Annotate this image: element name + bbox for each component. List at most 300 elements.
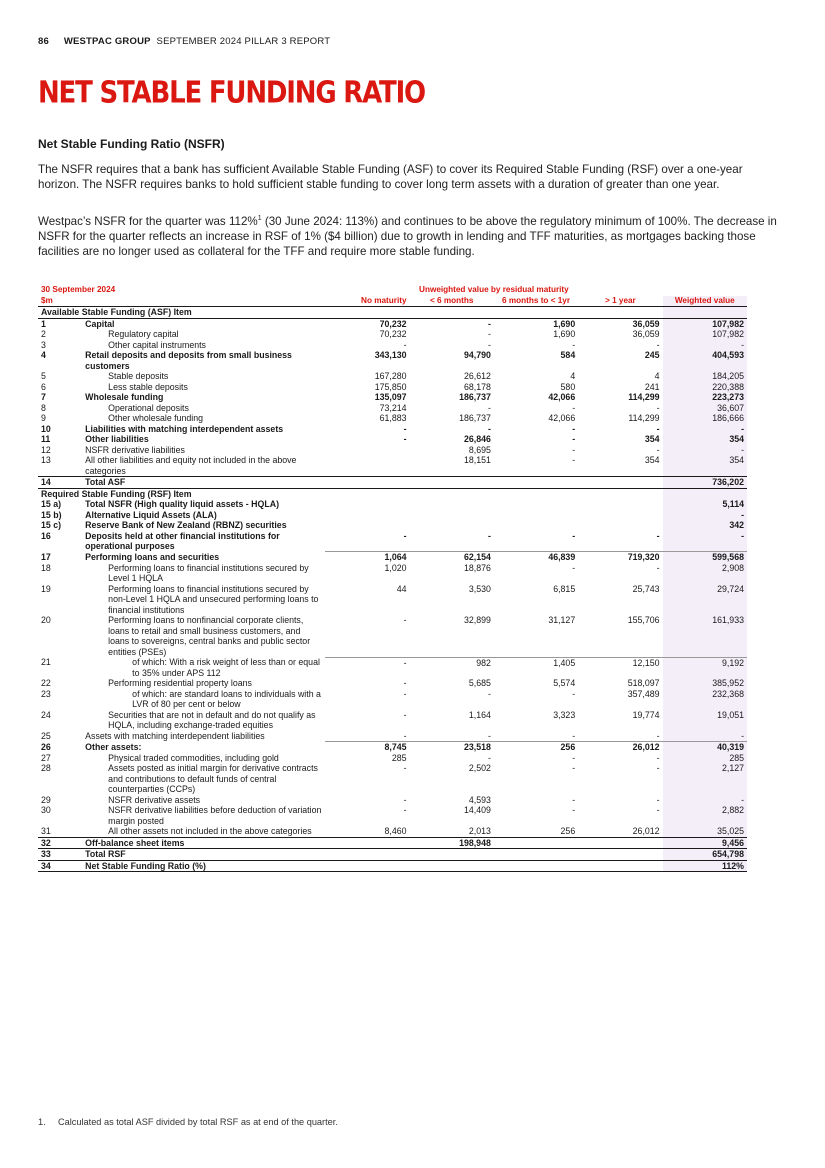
row-number: 27 xyxy=(41,752,51,763)
row-label: Performing loans to nonfinancial corporate clients, loans to retail and small business customers, and loans to sovereigns, central banks and public sector entities (PSEs) xyxy=(108,615,311,657)
lt-6-months-cell: 26,846 xyxy=(463,434,491,444)
no-maturity-cell: 73,214 xyxy=(379,402,407,413)
row-number: 30 xyxy=(41,805,51,815)
row-label: Less stable deposits xyxy=(108,381,188,392)
weighted-value-cell: - xyxy=(663,795,747,806)
gt-1-year-cell: - xyxy=(656,423,660,434)
6-months-to-1yr-cell: - xyxy=(572,562,576,573)
lt-6-months-cell xyxy=(410,477,494,489)
row-number: 13 xyxy=(41,455,51,465)
gt-1-year-cell: 26,012 xyxy=(578,742,662,753)
table-row xyxy=(38,445,747,456)
6-months-to-1yr-cell: 256 xyxy=(494,742,578,753)
table-row xyxy=(38,849,747,861)
no-maturity-cell: 175,850 xyxy=(374,381,407,392)
6-months-to-1yr-cell: - xyxy=(572,455,576,465)
weighted-value-cell: 354 xyxy=(663,434,747,445)
row-label: Liabilities with matching interdependent assets xyxy=(85,423,284,434)
row-number: 15 b) xyxy=(41,509,62,520)
lt-6-months-cell: 2,013 xyxy=(468,826,491,836)
weighted-value-cell: - xyxy=(663,510,747,521)
no-maturity-cell: 1,064 xyxy=(325,552,409,563)
footnote-number: 1. xyxy=(38,1117,46,1127)
no-maturity-cell xyxy=(325,520,409,531)
row-label: Stable deposits xyxy=(108,371,169,381)
6-months-to-1yr-cell: - xyxy=(572,688,576,699)
asf-section-heading xyxy=(38,307,747,319)
row-number: 15 c) xyxy=(41,520,62,530)
row-number: 5 xyxy=(41,371,46,381)
weighted-value-cell: - xyxy=(663,531,747,552)
lt-6-months-cell: - xyxy=(487,752,491,763)
row-label: NSFR derivative assets xyxy=(108,794,201,805)
table-date: 30 September 2024 xyxy=(41,285,116,294)
row-number: 26 xyxy=(41,741,51,752)
row-label: Performing loans and securities xyxy=(85,551,220,562)
lt-6-months-cell: 18,151 xyxy=(463,455,491,465)
weighted-value-cell: 404,593 xyxy=(663,350,747,371)
gt-1-year-cell: - xyxy=(656,730,660,741)
no-maturity-cell: 135,097 xyxy=(374,392,407,402)
weighted-value-cell: 107,982 xyxy=(663,329,747,340)
gt-1-year-cell: 4 xyxy=(654,371,660,381)
6-months-to-1yr-cell: 256 xyxy=(560,826,576,836)
lt-6-months-cell: - xyxy=(487,530,491,541)
table-row xyxy=(38,657,747,678)
lt-6-months-cell: 4,593 xyxy=(468,794,491,805)
table-header-row-2 xyxy=(38,296,747,307)
table-row xyxy=(38,689,747,710)
table-row xyxy=(38,584,747,616)
gt-1-year-cell xyxy=(578,520,662,531)
row-label: Assets posted as initial margin for derivative contracts and contributions to default funds of central counterparties (CCPs) xyxy=(108,763,318,794)
6-months-to-1yr-cell: - xyxy=(572,530,576,541)
6-months-to-1yr-cell: - xyxy=(572,402,576,413)
no-maturity-cell: - xyxy=(403,530,407,541)
lt-6-months-cell: 18,876 xyxy=(463,562,491,573)
table-row xyxy=(38,795,747,806)
gt-1-year-cell: - xyxy=(656,752,660,763)
row-label: Performing loans to financial institutions secured by Level 1 HQLA xyxy=(108,562,309,583)
no-maturity-cell xyxy=(325,499,409,510)
gt-1-year-cell xyxy=(578,510,662,521)
row-number: 7 xyxy=(41,392,46,402)
row-number: 8 xyxy=(41,402,46,413)
lt-6-months-cell xyxy=(410,520,494,531)
6-months-to-1yr-cell: - xyxy=(572,730,576,741)
nsfr-commentary-paragraph xyxy=(38,211,783,259)
row-label: Deposits held at other financial institutions for operational purposes xyxy=(85,530,280,551)
lt-6-months-cell: 32,899 xyxy=(463,615,491,625)
row-number: 9 xyxy=(41,413,46,423)
lt-6-months-cell: 186,737 xyxy=(459,392,491,402)
row-label: NSFR derivative liabilities before deduction of variation margin posted xyxy=(108,805,322,826)
weighted-value-cell: 29,724 xyxy=(663,584,747,616)
no-maturity-cell: 61,883 xyxy=(379,413,407,423)
table-row xyxy=(38,615,747,657)
weighted-value-cell: 36,607 xyxy=(663,403,747,414)
row-number: 34 xyxy=(38,860,82,872)
row-number: 29 xyxy=(41,794,51,805)
table-row xyxy=(38,753,747,764)
weighted-value-cell: 736,202 xyxy=(663,477,747,489)
lt-6-months-cell xyxy=(410,849,494,861)
gt-1-year-cell xyxy=(578,837,662,849)
footnote-reference: 1 xyxy=(257,215,262,222)
weighted-value-cell: 223,273 xyxy=(663,392,747,403)
table-row xyxy=(38,805,747,826)
table-row xyxy=(38,552,747,563)
row-label: Total RSF xyxy=(82,849,325,861)
6-months-to-1yr-cell: 1,405 xyxy=(494,657,578,678)
no-maturity-cell: 44 xyxy=(396,583,407,594)
rsf-section-heading xyxy=(38,488,747,499)
row-number: 17 xyxy=(41,551,51,562)
no-maturity-cell: - xyxy=(403,615,407,625)
no-maturity-cell xyxy=(325,510,409,521)
table-row xyxy=(38,763,747,795)
row-number: 12 xyxy=(41,444,51,455)
table-row xyxy=(38,455,747,477)
6-months-to-1yr-cell xyxy=(494,510,578,521)
row-label: Other assets: xyxy=(85,741,142,752)
row-label: of which: With a risk weight of less than or equal to 35% under APS 112 xyxy=(132,657,320,678)
weighted-value-cell: 35,025 xyxy=(663,826,747,837)
gt-1-year-cell: 36,059 xyxy=(578,318,662,329)
row-label: Capital xyxy=(82,318,325,329)
table-row xyxy=(38,371,747,382)
6-months-to-1yr-cell xyxy=(494,499,578,510)
row-number: 15 a) xyxy=(41,499,62,509)
weighted-value-cell: - xyxy=(663,340,747,351)
no-maturity-cell xyxy=(325,477,409,489)
lt-6-months-cell: - xyxy=(487,339,491,350)
row-label: Off-balance sheet items xyxy=(82,837,325,849)
table-row xyxy=(38,563,747,584)
no-maturity-cell: - xyxy=(403,434,407,444)
page-title: NET STABLE FUNDING RATIO xyxy=(38,76,425,111)
row-number: 11 xyxy=(41,434,51,444)
row-label: NSFR derivative liabilities xyxy=(85,444,185,455)
header-brand: WESTPAC GROUP xyxy=(63,36,151,47)
gt-1-year-cell: 25,743 xyxy=(632,583,660,594)
row-label: Assets with matching interdependent liabilities xyxy=(85,730,265,741)
row-number: 22 xyxy=(41,678,51,688)
table-row xyxy=(38,477,747,489)
lt-6-months-cell: 198,948 xyxy=(410,837,494,849)
table-row xyxy=(38,340,747,351)
row-label: Other capital instruments xyxy=(108,339,206,350)
lt-6-months-cell: - xyxy=(487,730,491,741)
6-months-to-1yr-cell: 42,066 xyxy=(548,413,576,423)
table-body xyxy=(38,307,747,872)
table-row xyxy=(38,413,747,424)
gt-1-year-cell xyxy=(578,499,662,510)
footnote-text: Calculated as total ASF divided by total RSF as at end of the quarter. xyxy=(58,1117,338,1127)
row-label: Total NSFR (High quality liquid assets - HQLA) xyxy=(85,499,280,509)
table-row xyxy=(38,826,747,837)
commentary-text-b: (30 June 2024: 113%) and continues to be above the regulatory minimum of 100%. The decrease in NSFR for the quarter reflects an increase in RSF of 1% ($4 billion) due to growth in lending and TFF maturities, as mortgages backing those facilities are no longer used as collateral for the TFF and require more stable funding. xyxy=(38,214,777,258)
6-months-to-1yr-cell: 1,690 xyxy=(553,329,576,339)
no-maturity-cell: 1,020 xyxy=(384,562,407,573)
no-maturity-cell xyxy=(325,445,409,456)
lt-6-months-cell: 14,409 xyxy=(463,805,491,815)
row-number: 3 xyxy=(41,339,46,350)
lt-6-months-cell: 8,695 xyxy=(468,444,491,455)
gt-1-year-cell: 354 xyxy=(644,455,660,465)
table-row xyxy=(38,403,747,414)
table-row xyxy=(38,329,747,340)
weighted-value-cell: 112% xyxy=(663,860,747,872)
lt-6-months-cell: 982 xyxy=(410,657,494,678)
6-months-to-1yr-cell: 584 xyxy=(560,350,576,360)
row-label: Total ASF xyxy=(82,477,325,489)
row-label: Performing residential property loans xyxy=(108,678,252,688)
nsfr-table xyxy=(38,285,747,872)
asf-section-heading-label: Available Stable Funding (ASF) Item xyxy=(41,307,192,317)
gt-1-year-cell: - xyxy=(656,805,660,815)
intro-paragraph: The NSFR requires that a bank has sufficient Available Stable Funding (ASF) to cover its Required Stable Funding (RSF) over a one-year horizon. The NSFR requires banks to hold sufficient stable funding to cover long term assets with a duration of greater than one year. xyxy=(38,163,743,191)
6-months-to-1yr-cell: - xyxy=(572,423,576,434)
gt-1-year-cell: 19,774 xyxy=(632,709,660,720)
rsf-section-heading-label: Required Stable Funding (RSF) Item xyxy=(41,488,192,499)
table-row xyxy=(38,434,747,445)
lt-6-months-cell xyxy=(410,860,494,872)
table-row xyxy=(38,382,747,393)
no-maturity-cell: 8,745 xyxy=(325,742,409,753)
gt-1-year-cell xyxy=(578,849,662,861)
col-gt-1-year: > 1 year xyxy=(605,295,636,305)
col-no-maturity: No maturity xyxy=(361,295,407,305)
lt-6-months-cell xyxy=(410,510,494,521)
lt-6-months-cell: 3,530 xyxy=(468,583,491,594)
table-row xyxy=(38,392,747,403)
weighted-cell xyxy=(663,307,747,319)
weighted-value-cell: 2,908 xyxy=(663,563,747,584)
gt-1-year-cell: - xyxy=(656,794,660,805)
row-label: Other wholesale funding xyxy=(108,413,204,423)
no-maturity-cell: - xyxy=(403,794,407,805)
6-months-to-1yr-cell: 31,127 xyxy=(548,615,576,625)
6-months-to-1yr-cell: 42,066 xyxy=(548,392,576,402)
gt-1-year-cell: 114,299 xyxy=(628,413,660,423)
no-maturity-cell xyxy=(325,837,409,849)
6-months-to-1yr-cell: - xyxy=(572,752,576,763)
no-maturity-cell: 167,280 xyxy=(374,371,407,381)
table-row xyxy=(38,520,747,531)
table-row xyxy=(38,510,747,521)
lt-6-months-cell: 68,178 xyxy=(463,381,491,392)
6-months-to-1yr-cell xyxy=(494,477,578,489)
row-number: 16 xyxy=(41,530,51,541)
header-spacer xyxy=(663,285,747,296)
lt-6-months-cell: 94,790 xyxy=(463,350,491,360)
6-months-to-1yr-cell: 580 xyxy=(560,381,576,392)
row-number: 20 xyxy=(41,615,51,625)
lt-6-months-cell: 62,154 xyxy=(410,552,494,563)
6-months-to-1yr-cell: - xyxy=(572,444,576,455)
row-number: 6 xyxy=(41,381,46,392)
weighted-value-cell: 385,952 xyxy=(663,678,747,689)
row-label: Securities that are not in default and do not qualify as HQLA, including exchange-traded equities xyxy=(108,709,316,730)
weighted-value-cell: 342 xyxy=(663,520,747,531)
gt-1-year-cell: - xyxy=(656,444,660,455)
6-months-to-1yr-cell: 4 xyxy=(570,371,576,381)
6-months-to-1yr-cell: 5,574 xyxy=(553,678,576,688)
row-label: Regulatory capital xyxy=(108,329,179,339)
no-maturity-cell xyxy=(325,860,409,872)
page-number: 86 xyxy=(38,36,49,47)
row-label: Performing loans to financial institutions secured by non-Level 1 HQLA and unsecured performing loans to financial institutions xyxy=(108,583,319,615)
gt-1-year-cell: 719,320 xyxy=(578,552,662,563)
weighted-value-cell: 354 xyxy=(663,455,747,477)
6-months-to-1yr-cell: - xyxy=(572,794,576,805)
table-row xyxy=(38,424,747,435)
table-row xyxy=(38,742,747,753)
page-header xyxy=(38,36,330,47)
no-maturity-cell: 70,232 xyxy=(379,329,407,339)
no-maturity-cell: - xyxy=(403,805,407,815)
row-number: 4 xyxy=(41,350,46,360)
table-unit: $m xyxy=(41,295,53,305)
6-months-to-1yr-cell: - xyxy=(572,434,576,444)
row-label: Alternative Liquid Assets (ALA) xyxy=(85,509,217,520)
gt-1-year-cell xyxy=(578,477,662,489)
6-months-to-1yr-cell: 3,323 xyxy=(553,709,576,720)
no-maturity-cell: - xyxy=(403,763,407,773)
table-row xyxy=(38,318,747,329)
gt-1-year-cell: - xyxy=(656,402,660,413)
row-number: 31 xyxy=(41,826,51,836)
weighted-value-cell: 654,798 xyxy=(663,849,747,861)
row-label: All other liabilities and equity not included in the above categories xyxy=(85,455,297,476)
col-6-months-to-1yr: 6 months to < 1yr xyxy=(502,295,571,305)
gt-1-year-cell: - xyxy=(656,763,660,773)
no-maturity-cell: - xyxy=(403,423,407,434)
6-months-to-1yr-cell: - xyxy=(572,763,576,773)
6-months-to-1yr-cell xyxy=(494,837,578,849)
row-number: 32 xyxy=(38,837,82,849)
no-maturity-cell: - xyxy=(403,730,407,741)
row-label: Wholesale funding xyxy=(85,392,164,402)
lt-6-months-cell: 2,502 xyxy=(468,763,491,773)
no-maturity-cell: 285 xyxy=(391,752,407,763)
gt-1-year-cell: - xyxy=(656,562,660,573)
gt-1-year-cell: 36,059 xyxy=(632,329,660,339)
weighted-value-cell: - xyxy=(663,424,747,435)
row-label: All other assets not included in the above categories xyxy=(108,826,312,836)
gt-1-year-cell xyxy=(578,860,662,872)
lt-6-months-cell: 5,685 xyxy=(468,678,491,688)
no-maturity-cell: - xyxy=(403,709,407,720)
no-maturity-cell: - xyxy=(403,339,407,350)
weighted-value-cell: 5,114 xyxy=(663,499,747,510)
lt-6-months-cell: - xyxy=(410,318,494,329)
weighted-value-cell: 232,368 xyxy=(663,689,747,710)
lt-6-months-cell: 186,737 xyxy=(459,413,491,423)
section-subtitle: Net Stable Funding Ratio (NSFR) xyxy=(38,137,225,151)
lt-6-months-cell xyxy=(410,499,494,510)
gt-1-year-cell: 155,706 xyxy=(627,615,660,625)
lt-6-months-cell: - xyxy=(487,402,491,413)
unweighted-span-header: Unweighted value by residual maturity xyxy=(419,285,569,294)
col-weighted-value: Weighted value xyxy=(663,296,747,307)
table-row xyxy=(38,710,747,731)
lt-6-months-cell: 23,518 xyxy=(410,742,494,753)
gt-1-year-cell: 241 xyxy=(644,381,660,392)
6-months-to-1yr-cell xyxy=(494,860,578,872)
no-maturity-cell: 70,232 xyxy=(325,318,409,329)
weighted-value-cell: 9,192 xyxy=(663,657,747,678)
lt-6-months-cell: - xyxy=(487,329,491,339)
weighted-value-cell: 107,982 xyxy=(663,318,747,329)
row-label: Retail deposits and deposits from small business customers xyxy=(85,350,292,371)
gt-1-year-cell: 245 xyxy=(644,350,660,360)
row-number: 21 xyxy=(41,657,51,667)
gt-1-year-cell: - xyxy=(656,530,660,541)
row-number: 33 xyxy=(38,849,82,861)
gt-1-year-cell: 114,299 xyxy=(628,392,660,402)
weighted-value-cell: 184,205 xyxy=(663,371,747,382)
lt-6-months-cell: 1,164 xyxy=(468,709,491,720)
no-maturity-cell xyxy=(325,455,409,477)
footnote xyxy=(38,1117,338,1127)
lt-6-months-cell: - xyxy=(487,688,491,699)
commentary-text-a: Westpac’s NSFR for the quarter was 112% xyxy=(38,214,258,228)
6-months-to-1yr-cell: - xyxy=(572,805,576,815)
table-header-row-1 xyxy=(38,285,747,296)
weighted-value-cell: 2,882 xyxy=(663,805,747,826)
col-lt-6-months: < 6 months xyxy=(429,295,474,305)
table-row xyxy=(38,531,747,552)
no-maturity-cell: 343,130 xyxy=(374,350,407,360)
gt-1-year-cell: 354 xyxy=(644,434,660,444)
table-row xyxy=(38,731,747,742)
row-number: 25 xyxy=(41,730,51,741)
row-label: of which: are standard loans to individuals with a LVR of 80 per cent or below xyxy=(132,688,321,709)
weighted-value-cell: 220,388 xyxy=(663,382,747,393)
weighted-value-cell: 161,933 xyxy=(663,615,747,657)
row-label: Net Stable Funding Ratio (%) xyxy=(82,860,325,872)
no-maturity-cell: - xyxy=(403,678,407,688)
weighted-value-cell: 40,319 xyxy=(663,742,747,753)
row-label: Other liabilities xyxy=(85,434,149,444)
6-months-to-1yr-cell xyxy=(494,520,578,531)
row-number: 10 xyxy=(41,423,51,434)
row-number: 1 xyxy=(38,318,82,329)
6-months-to-1yr-cell: 1,690 xyxy=(494,318,578,329)
weighted-value-cell: 186,666 xyxy=(663,413,747,424)
6-months-to-1yr-cell: - xyxy=(572,339,576,350)
row-number: 28 xyxy=(41,763,51,773)
gt-1-year-cell: - xyxy=(656,339,660,350)
weighted-value-cell: 9,456 xyxy=(663,837,747,849)
weighted-value-cell: - xyxy=(663,731,747,742)
row-label: Physical traded commodities, including gold xyxy=(108,752,279,763)
no-maturity-cell: - xyxy=(403,688,407,699)
weighted-value-cell: 285 xyxy=(663,753,747,764)
row-number: 18 xyxy=(41,562,51,573)
6-months-to-1yr-cell: 46,839 xyxy=(494,552,578,563)
6-months-to-1yr-cell: 6,815 xyxy=(553,583,576,594)
weighted-value-cell: - xyxy=(663,445,747,456)
gt-1-year-cell: 357,489 xyxy=(627,688,660,699)
no-maturity-cell: 8,460 xyxy=(384,826,407,836)
gt-1-year-cell: 518,097 xyxy=(627,678,660,688)
row-number: 24 xyxy=(41,709,51,720)
lt-6-months-cell: 26,612 xyxy=(463,371,491,381)
row-number: 2 xyxy=(41,329,46,339)
